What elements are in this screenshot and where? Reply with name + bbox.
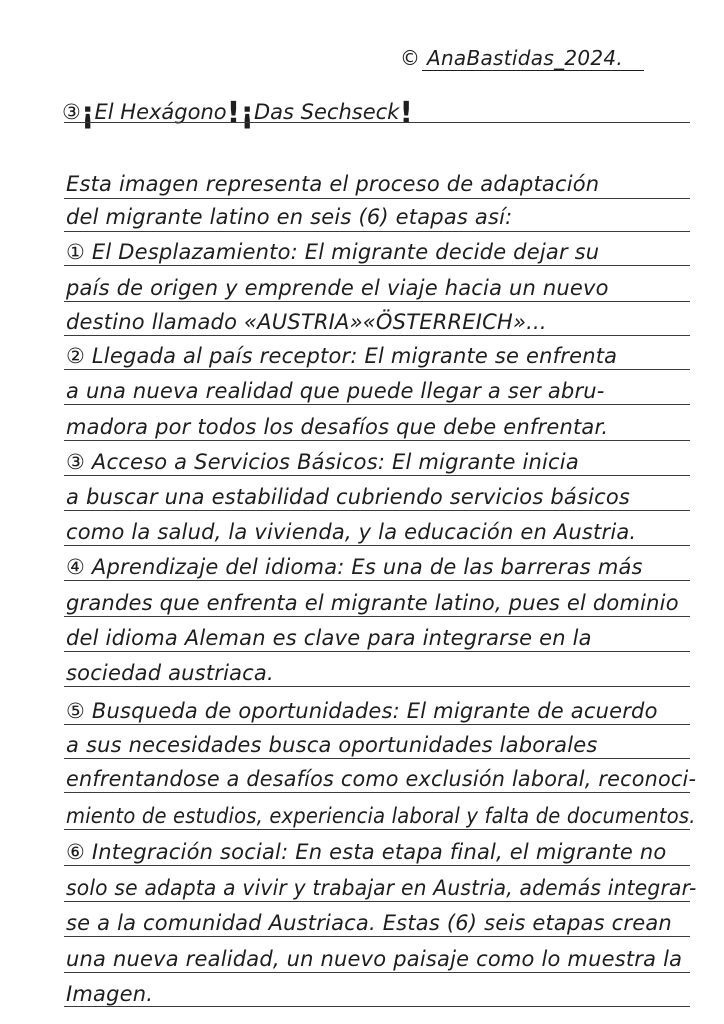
copyright-underline <box>422 70 644 71</box>
title-open-exclamation-2: ¡ <box>240 96 255 131</box>
text-line: ⑤ Busqueda de oportunidades: El migrante de acuerdo <box>66 699 658 723</box>
ruled-line <box>64 972 690 973</box>
ruled-line-title <box>64 122 690 123</box>
ruled-line <box>64 865 690 866</box>
ruled-line <box>64 198 690 199</box>
title-german: Das Sechseck <box>254 100 400 124</box>
text-line: ① El Desplazamiento: El migrante decide dejar su <box>66 240 600 264</box>
text-line: Imagen. <box>66 982 154 1006</box>
text-line: una nueva realidad, un nuevo paisaje como lo muestra la <box>66 947 683 971</box>
ruled-line <box>64 440 690 441</box>
title-open-exclamation: ¡ <box>80 96 95 131</box>
text-line: ② Llegada al país receptor: El migrante se enfrenta <box>66 344 618 368</box>
title-close-exclamation-2: ! <box>399 96 414 131</box>
ruled-line <box>64 231 690 232</box>
ruled-line <box>64 265 690 266</box>
ruled-line <box>64 758 690 759</box>
text-line: a sus necesidades busca oportunidades laborales <box>66 733 598 757</box>
ruled-line <box>64 901 690 902</box>
title-number: ③ <box>62 100 81 124</box>
ruled-line <box>64 404 690 405</box>
text-line: ⑥ Integración social: En esta etapa final, el migrante no <box>66 840 667 864</box>
text-line: a una nueva realidad que puede llegar a ser abru- <box>66 379 605 403</box>
ruled-line <box>64 792 690 793</box>
text-line: madora por todos los desafíos que debe enfrentar. <box>66 415 609 439</box>
ruled-line <box>64 651 690 652</box>
text-line: sociedad austriaca. <box>66 661 274 685</box>
copyright-note: © AnaBastidas_2024. <box>400 46 624 70</box>
text-line: grandes que enfrenta el migrante latino, pues el dominio <box>66 591 679 615</box>
ruled-line <box>64 335 690 336</box>
ruled-line <box>64 724 690 725</box>
ruled-line <box>64 1006 690 1007</box>
ruled-line <box>64 686 690 687</box>
text-line: a buscar una estabilidad cubriendo servicios básicos <box>66 485 631 509</box>
text-line: se a la comunidad Austriaca. Estas (6) seis etapas crean <box>66 911 672 935</box>
ruled-line <box>64 829 690 830</box>
ruled-line <box>64 545 690 546</box>
text-line: del migrante latino en seis (6) etapas así: <box>66 205 513 229</box>
text-line: Esta imagen representa el proceso de adaptación <box>66 172 600 196</box>
text-line: ④ Aprendizaje del idioma: Es una de las barreras más <box>66 555 643 579</box>
ruled-line <box>64 475 690 476</box>
ruled-line <box>64 301 690 302</box>
ruled-line <box>64 369 690 370</box>
text-line: ③ Acceso a Servicios Básicos: El migrante inicia <box>66 450 579 474</box>
text-line: enfrentandose a desafíos como exclusión laboral, reconoci- <box>66 767 697 791</box>
ruled-line <box>64 510 690 511</box>
title-close-exclamation: ! <box>226 96 241 131</box>
ruled-line <box>64 616 690 617</box>
text-line: solo se adapta a vivir y trabajar en Austria, además integrar- <box>66 876 697 900</box>
ruled-line <box>64 936 690 937</box>
text-line: país de origen y emprende el viaje hacia un nuevo <box>66 276 609 300</box>
ruled-line <box>64 580 690 581</box>
title-spanish: El Hexágono <box>94 100 227 124</box>
text-line: como la salud, la vivienda, y la educación en Austria. <box>66 520 637 544</box>
text-line: destino llamado «AUSTRIA»«ÖSTERREICH»... <box>66 310 547 334</box>
text-line: del idioma Aleman es clave para integrarse en la <box>66 626 592 650</box>
text-line: miento de estudios, experiencia laboral y falta de documentos. <box>66 804 696 828</box>
